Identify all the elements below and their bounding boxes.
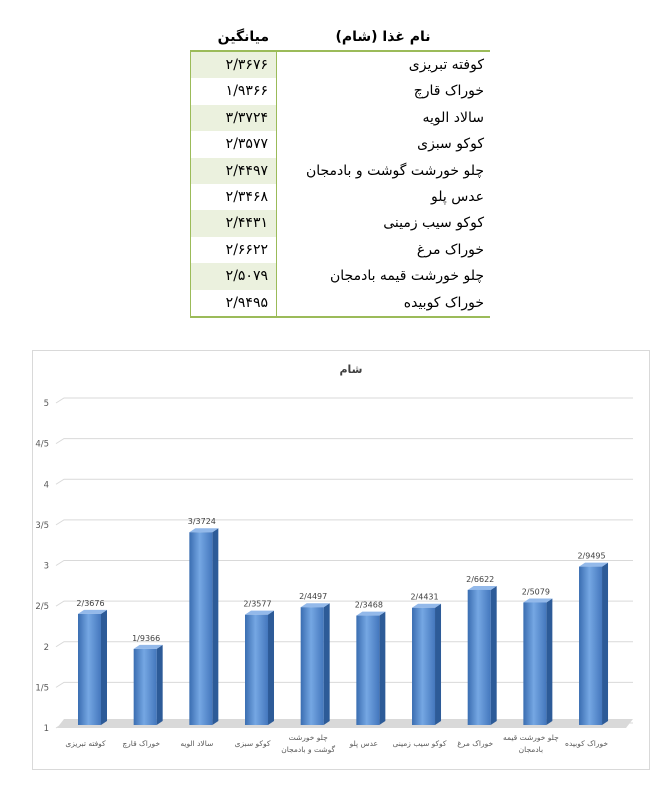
y-tick-label: 4 <box>43 480 49 491</box>
average-column-left-border <box>190 50 191 318</box>
chart-container <box>32 350 650 770</box>
category-label: خوراک مرغ <box>457 739 494 748</box>
table-row <box>190 237 490 263</box>
bar-side <box>212 528 218 725</box>
table-row <box>190 52 490 78</box>
dinner-bar-chart <box>33 351 649 769</box>
data-label: 1/9366 <box>132 633 161 643</box>
table-row <box>190 210 490 236</box>
table-body <box>190 52 490 316</box>
bar <box>579 567 602 725</box>
bar-side <box>268 611 274 725</box>
data-label: 3/3724 <box>187 517 216 527</box>
food-name: کوکو سیب زمینی <box>383 215 484 232</box>
bar <box>78 614 101 725</box>
gridline <box>56 398 633 403</box>
table-row <box>190 78 490 104</box>
data-label: 2/4497 <box>299 592 328 602</box>
y-tick-label: 2/5 <box>35 602 49 613</box>
average-value: ۲/۴۴۳۱ <box>190 210 276 236</box>
bar-side <box>324 603 330 725</box>
category-label <box>503 733 559 754</box>
food-name: خوراک مرغ <box>416 241 484 258</box>
data-label: 2/9495 <box>577 551 606 561</box>
y-tick-label: 5 <box>43 399 49 409</box>
y-tick-label: 3/5 <box>35 520 49 531</box>
table-row <box>190 131 490 157</box>
gridline <box>56 439 633 444</box>
y-tick-label: 1/5 <box>35 683 49 694</box>
bar-side <box>491 586 497 725</box>
food-name: سالاد الویه <box>422 109 484 126</box>
average-value: ۱/۹۳۶۶ <box>225 83 268 100</box>
gridline <box>56 520 633 525</box>
table-header <box>190 24 490 50</box>
y-tick-label: 2 <box>43 642 49 653</box>
table-row <box>190 105 490 131</box>
data-label: 2/3468 <box>354 600 383 610</box>
average-value: ۲/۳۶۷۶ <box>190 52 276 78</box>
chart-title: شام <box>339 363 363 376</box>
data-label: 2/3577 <box>243 599 272 609</box>
average-value: ۲/۳۴۶۸ <box>225 188 268 205</box>
bar <box>356 616 379 725</box>
category-label-line: بادمجان <box>518 745 544 754</box>
bar-side <box>379 612 385 725</box>
food-name: عدس پلو <box>430 188 484 205</box>
average-value: ۲/۵۰۷۹ <box>190 263 276 289</box>
category-label <box>281 733 335 754</box>
category-label: عدس پلو <box>349 739 379 748</box>
average-value: ۳/۳۷۲۴ <box>190 105 276 131</box>
category-label: سالاد الویه <box>180 739 214 748</box>
table-row <box>190 290 490 316</box>
bar-side <box>546 598 552 725</box>
bar <box>189 532 212 725</box>
dinner-average-table <box>190 24 490 320</box>
bar <box>245 615 268 725</box>
bar <box>134 649 157 725</box>
data-label: 2/6622 <box>466 574 495 584</box>
bar-side <box>602 563 608 725</box>
bar <box>523 602 546 725</box>
bar <box>301 607 324 725</box>
bar <box>412 608 435 725</box>
food-name: چلو خورشت گوشت و بادمجان <box>305 162 484 179</box>
bar <box>468 590 491 725</box>
y-tick-label: 3 <box>43 561 49 572</box>
y-tick-label: 1 <box>43 724 49 734</box>
data-label: 2/3676 <box>76 598 105 608</box>
table-row <box>190 158 490 184</box>
category-label: خوراک قارچ <box>122 739 160 748</box>
category-label: کوفته تبریزی <box>65 739 106 748</box>
average-column-right-border <box>276 50 277 318</box>
table-header-food-name: نام غذا (شام) <box>335 29 431 45</box>
category-label: خوراک کوبیده <box>565 739 609 748</box>
table-header-average: میانگین <box>217 29 269 45</box>
food-name: کوکو سبزی <box>417 136 484 153</box>
category-label-line: چلو خورشت قیمه <box>502 733 559 742</box>
category-label: کوکو سیب زمینی <box>392 739 447 748</box>
food-name: خوراک قارچ <box>413 83 484 100</box>
average-value: ۲/۹۴۹۵ <box>225 294 268 311</box>
gridline <box>56 479 633 484</box>
average-value: ۲/۳۵۷۷ <box>225 136 268 153</box>
food-name: کوفته تبریزی <box>408 57 484 73</box>
table-row <box>190 184 490 210</box>
category-label-line: گوشت و بادمجان <box>281 745 336 754</box>
gridline <box>56 561 633 566</box>
category-label: کوکو سبزی <box>234 739 271 748</box>
table-row <box>190 263 490 289</box>
data-label: 2/4431 <box>410 592 439 602</box>
food-name: خوراک کوبیده <box>403 294 484 311</box>
table-bottom-border <box>190 316 490 318</box>
y-tick-label: 4/5 <box>35 439 49 450</box>
average-value: ۲/۴۴۹۷ <box>190 158 276 184</box>
category-label-line: چلو خورشت <box>288 733 328 742</box>
food-name: چلو خورشت قیمه بادمجان <box>330 268 484 285</box>
bar-side <box>435 604 441 725</box>
average-value: ۲/۶۶۲۲ <box>225 241 268 258</box>
bar-side <box>157 645 163 725</box>
data-label: 2/5079 <box>521 587 550 597</box>
bar-side <box>101 610 107 725</box>
